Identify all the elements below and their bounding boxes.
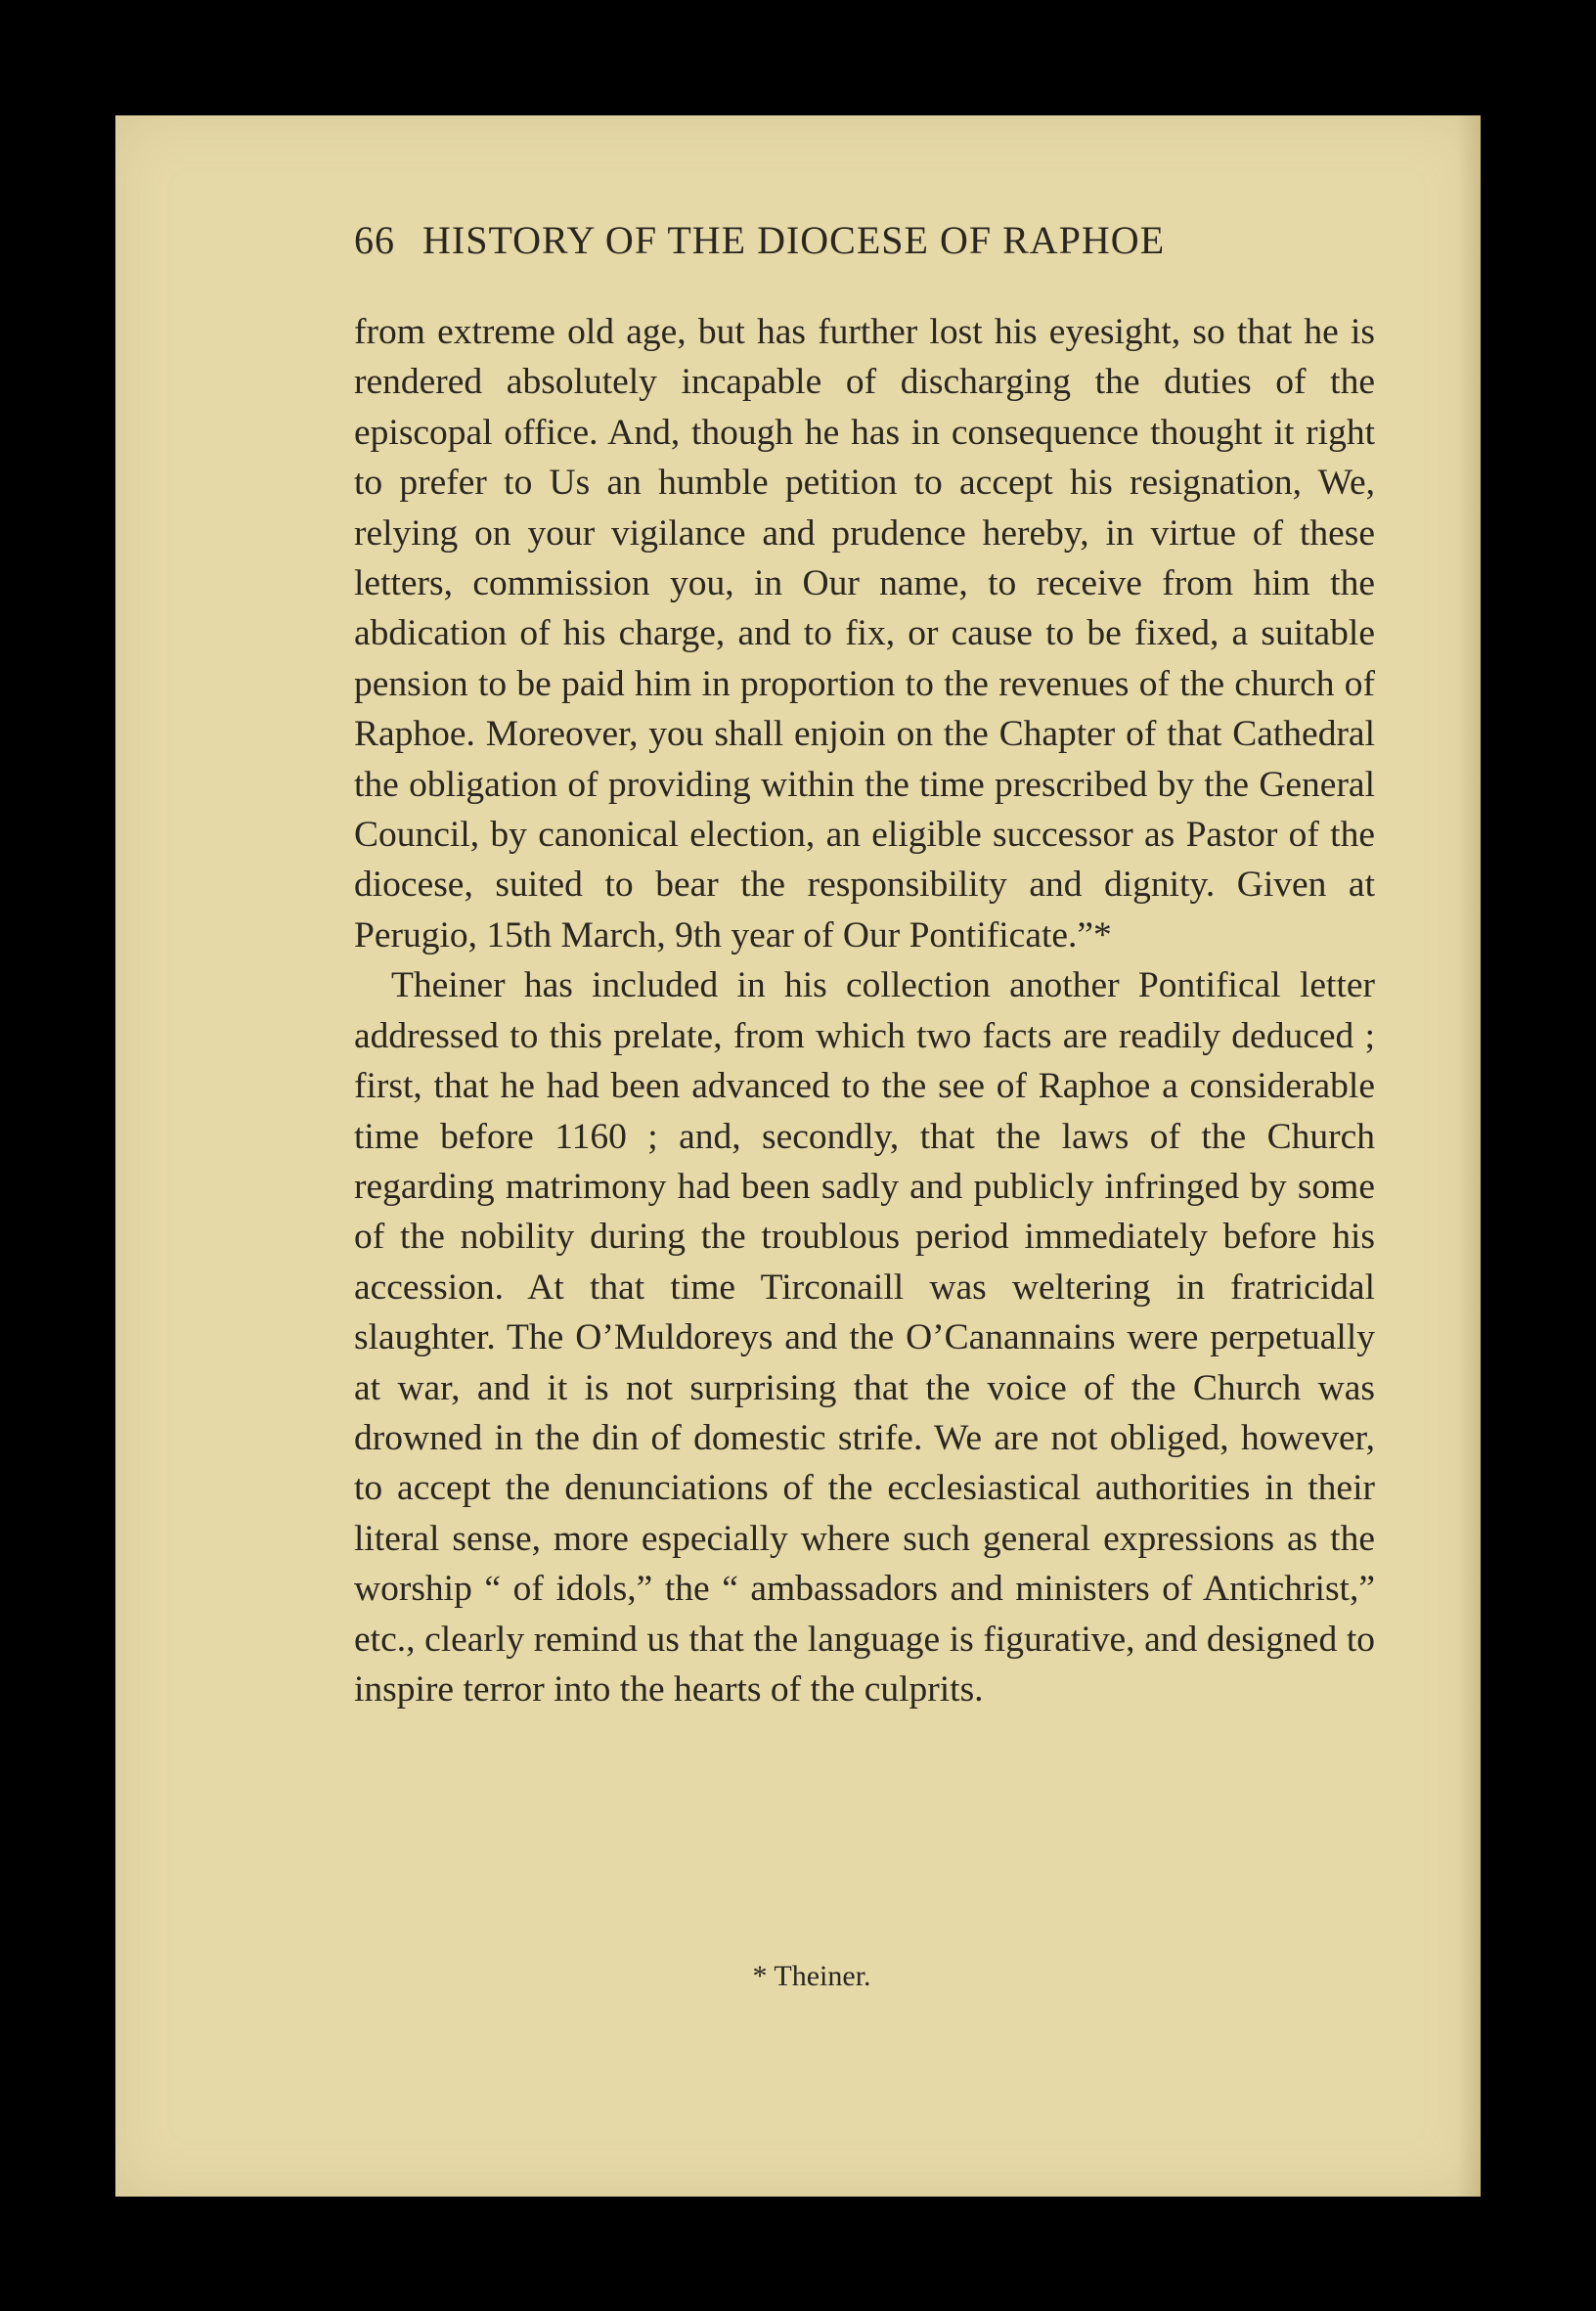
footnote <box>115 1960 1481 1993</box>
body-text <box>354 307 1375 1714</box>
paragraph-theiner: Theiner has included in his collection another Pontifical letter addressed to this prelate, from which two facts are readily deduced ; first, that he had been advanced to the see of Raphoe a considerable time before 1160 ; and, secondly, that the laws of the Church regarding matrimony had been sadly and publicly infringed by some of the nobility during the troublous period immediately before his accession. At that time Tirconaill was weltering in fratricidal slaughter. The O’Muldoreys and the O’Canannains were perpetually at war, and it is not surprising that the voice of the Church was drowned in the din of domestic strife. We are not obliged, however, to accept the denunciations of the ecclesiastical authorities in their literal sense, more especially where such general expressions as the worship “ of idols,” the “ ambassadors and ministers of Antichrist,” etc., clearly remind us that the language is figurative, and designed to inspire terror into the hearts of the culprits. <box>354 965 1375 1710</box>
page-number: 66 <box>354 218 395 262</box>
footnote-text: * Theiner. <box>752 1960 871 1992</box>
paragraph-continued: from extreme old age, but has further lost his eyesight, so that he is rendered absolutely incapable of discharging the duties of the episcopal office. And, though he has in consequence thought it right to prefer to Us an humble petition to accept his resignation, We, relying on your vigilance and prudence hereby, in virtue of these letters, commission you, in Our name, to receive from him the abdication of his charge, and to fix, or cause to be fixed, a suitable pension to be paid him in proportion to the revenues of the church of Raphoe. Moreover, you shall enjoin on the Chapter of that Cathedral the obligation of providing within the time prescribed by the General Council, by canonical election, an eligible successor as Pastor of the diocese, suited to bear the responsibility and dignity. Given at Perugio, 15th March, 9th year of Our Pontificate.”* <box>354 312 1375 956</box>
running-header <box>354 217 1332 263</box>
page-edge-shadow <box>1457 115 1481 2197</box>
running-title: HISTORY OF THE DIOCESE OF RAPHOE <box>422 218 1166 262</box>
book-page <box>115 115 1481 2197</box>
